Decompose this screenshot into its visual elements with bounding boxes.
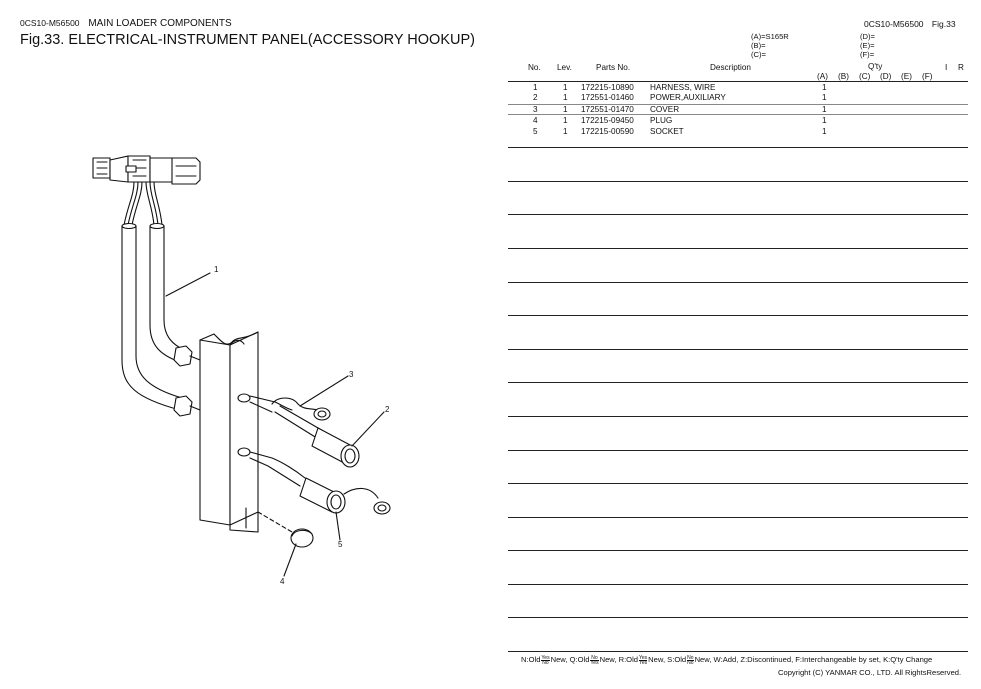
rule-line <box>508 617 968 618</box>
col-lev: Lev. <box>557 63 572 72</box>
model-f: (F)= <box>860 50 875 59</box>
fig-number: Fig.33 <box>931 19 956 29</box>
change-code-legend: N:Old Yes No New, Q:Old No Yes New, R:Old Yes Yes New, S:Old $\frac{No}{No}$ New, W:Add, Z:Discontinued, F:Interchangeable by set, K:Q'ty Change <box>521 654 933 666</box>
yes-no-mark: No Yes <box>590 654 599 666</box>
yes-no-mark: Yes No <box>541 654 550 666</box>
rule-line <box>508 651 968 652</box>
leader-1 <box>166 273 210 296</box>
rule-line <box>508 416 968 417</box>
nut-upper <box>174 346 192 366</box>
callout-5: 5 <box>338 540 343 549</box>
yes-no-mark: $\frac{No}{No}$ <box>687 654 694 666</box>
plug <box>258 512 313 547</box>
leader-2 <box>352 412 384 446</box>
row-part-no: 172551-01470 <box>581 105 634 114</box>
qty-col-b: (B) <box>838 72 849 81</box>
row-qty-a: 1 <box>822 116 827 125</box>
col-description: Description <box>710 63 751 72</box>
power-auxiliary-body <box>312 428 359 467</box>
rule-line <box>508 315 968 316</box>
yes-no-mark: Yes Yes <box>639 654 648 666</box>
leader-5 <box>336 512 340 540</box>
row-description: SOCKET <box>650 127 684 136</box>
callout-2: 2 <box>385 405 390 414</box>
qty-col-d: (D) <box>880 72 892 81</box>
model-c: (C)= <box>751 50 766 59</box>
row-description: HARNESS, WIRE <box>650 83 716 92</box>
harness-conduit-left <box>122 226 180 410</box>
copyright: Copyright (C) YANMAR CO., LTD. All RightsReserved. <box>778 668 962 677</box>
leader-3 <box>300 376 348 406</box>
qty-col-c: (C) <box>859 72 871 81</box>
rule-line <box>508 214 968 215</box>
col-i: I <box>945 63 948 72</box>
row-lev: 1 <box>563 116 568 125</box>
rule-line <box>508 483 968 484</box>
row-part-no: 172215-09450 <box>581 116 634 125</box>
harness-conduit-right <box>150 226 180 362</box>
row-lev: 1 <box>563 93 568 102</box>
rule-line <box>508 282 968 283</box>
row-no: 3 <box>533 105 538 114</box>
row-part-no: 172215-00590 <box>581 127 634 136</box>
parts-diagram <box>80 140 420 600</box>
socket-assembly <box>250 452 390 514</box>
row-description: COVER <box>650 105 680 114</box>
doc-code-left: 0CS10-M56500 MAIN LOADER COMPONENTS <box>20 18 232 29</box>
rule-line <box>508 584 968 585</box>
instrument-panel-bracket <box>200 332 258 532</box>
row-description: POWER,AUXILIARY <box>650 93 726 102</box>
row-qty-a: 1 <box>822 127 827 136</box>
model-legend-right <box>860 32 875 59</box>
qty-col-e: (E) <box>901 72 912 81</box>
row-lev: 1 <box>563 127 568 136</box>
row-qty-a: 1 <box>822 93 827 102</box>
row-no: 5 <box>533 127 538 136</box>
row-qty-a: 1 <box>822 105 827 114</box>
model-e: (E)= <box>860 41 875 50</box>
row-description: PLUG <box>650 116 673 125</box>
col-no: No. <box>528 63 541 72</box>
model-a: (A)=S165R <box>751 32 789 41</box>
rule-line <box>508 517 968 518</box>
row-no: 1 <box>533 83 538 92</box>
row-no: 4 <box>533 116 538 125</box>
page-title: Fig.33. ELECTRICAL-INSTRUMENT PANEL(ACCESSORY HOOKUP) <box>20 32 475 48</box>
model-legend-left <box>751 32 789 59</box>
row-lev: 1 <box>563 105 568 114</box>
row-no: 2 <box>533 93 538 102</box>
header-rule <box>508 81 968 82</box>
harness-wires <box>124 182 162 225</box>
model-d: (D)= <box>860 32 875 41</box>
row-rule <box>508 114 968 115</box>
callout-1: 1 <box>214 265 219 274</box>
doc-code-right: 0CS10-M56500 Fig.33 <box>864 19 956 29</box>
rule-line <box>508 550 968 551</box>
col-qty: Q'ty <box>868 62 883 71</box>
callout-3: 3 <box>349 370 354 379</box>
callout-4: 4 <box>280 577 285 586</box>
qty-col-f: (F) <box>922 72 933 81</box>
row-part-no: 172551-01460 <box>581 93 634 102</box>
row-part-no: 172215-10890 <box>581 83 634 92</box>
section-title: MAIN LOADER COMPONENTS <box>88 18 232 29</box>
connector-housing <box>93 156 200 184</box>
rule-line <box>508 147 968 148</box>
qty-col-a: (A) <box>817 72 828 81</box>
col-parts-no: Parts No. <box>596 63 631 72</box>
rule-line <box>508 181 968 182</box>
col-r: R <box>958 63 964 72</box>
rule-line <box>508 349 968 350</box>
leader-4 <box>284 544 296 576</box>
model-b: (B)= <box>751 41 766 50</box>
rule-line <box>508 248 968 249</box>
nut-lower <box>174 396 192 416</box>
row-qty-a: 1 <box>822 83 827 92</box>
rule-line <box>508 382 968 383</box>
row-lev: 1 <box>563 83 568 92</box>
row-rule <box>508 104 968 105</box>
rule-line <box>508 450 968 451</box>
